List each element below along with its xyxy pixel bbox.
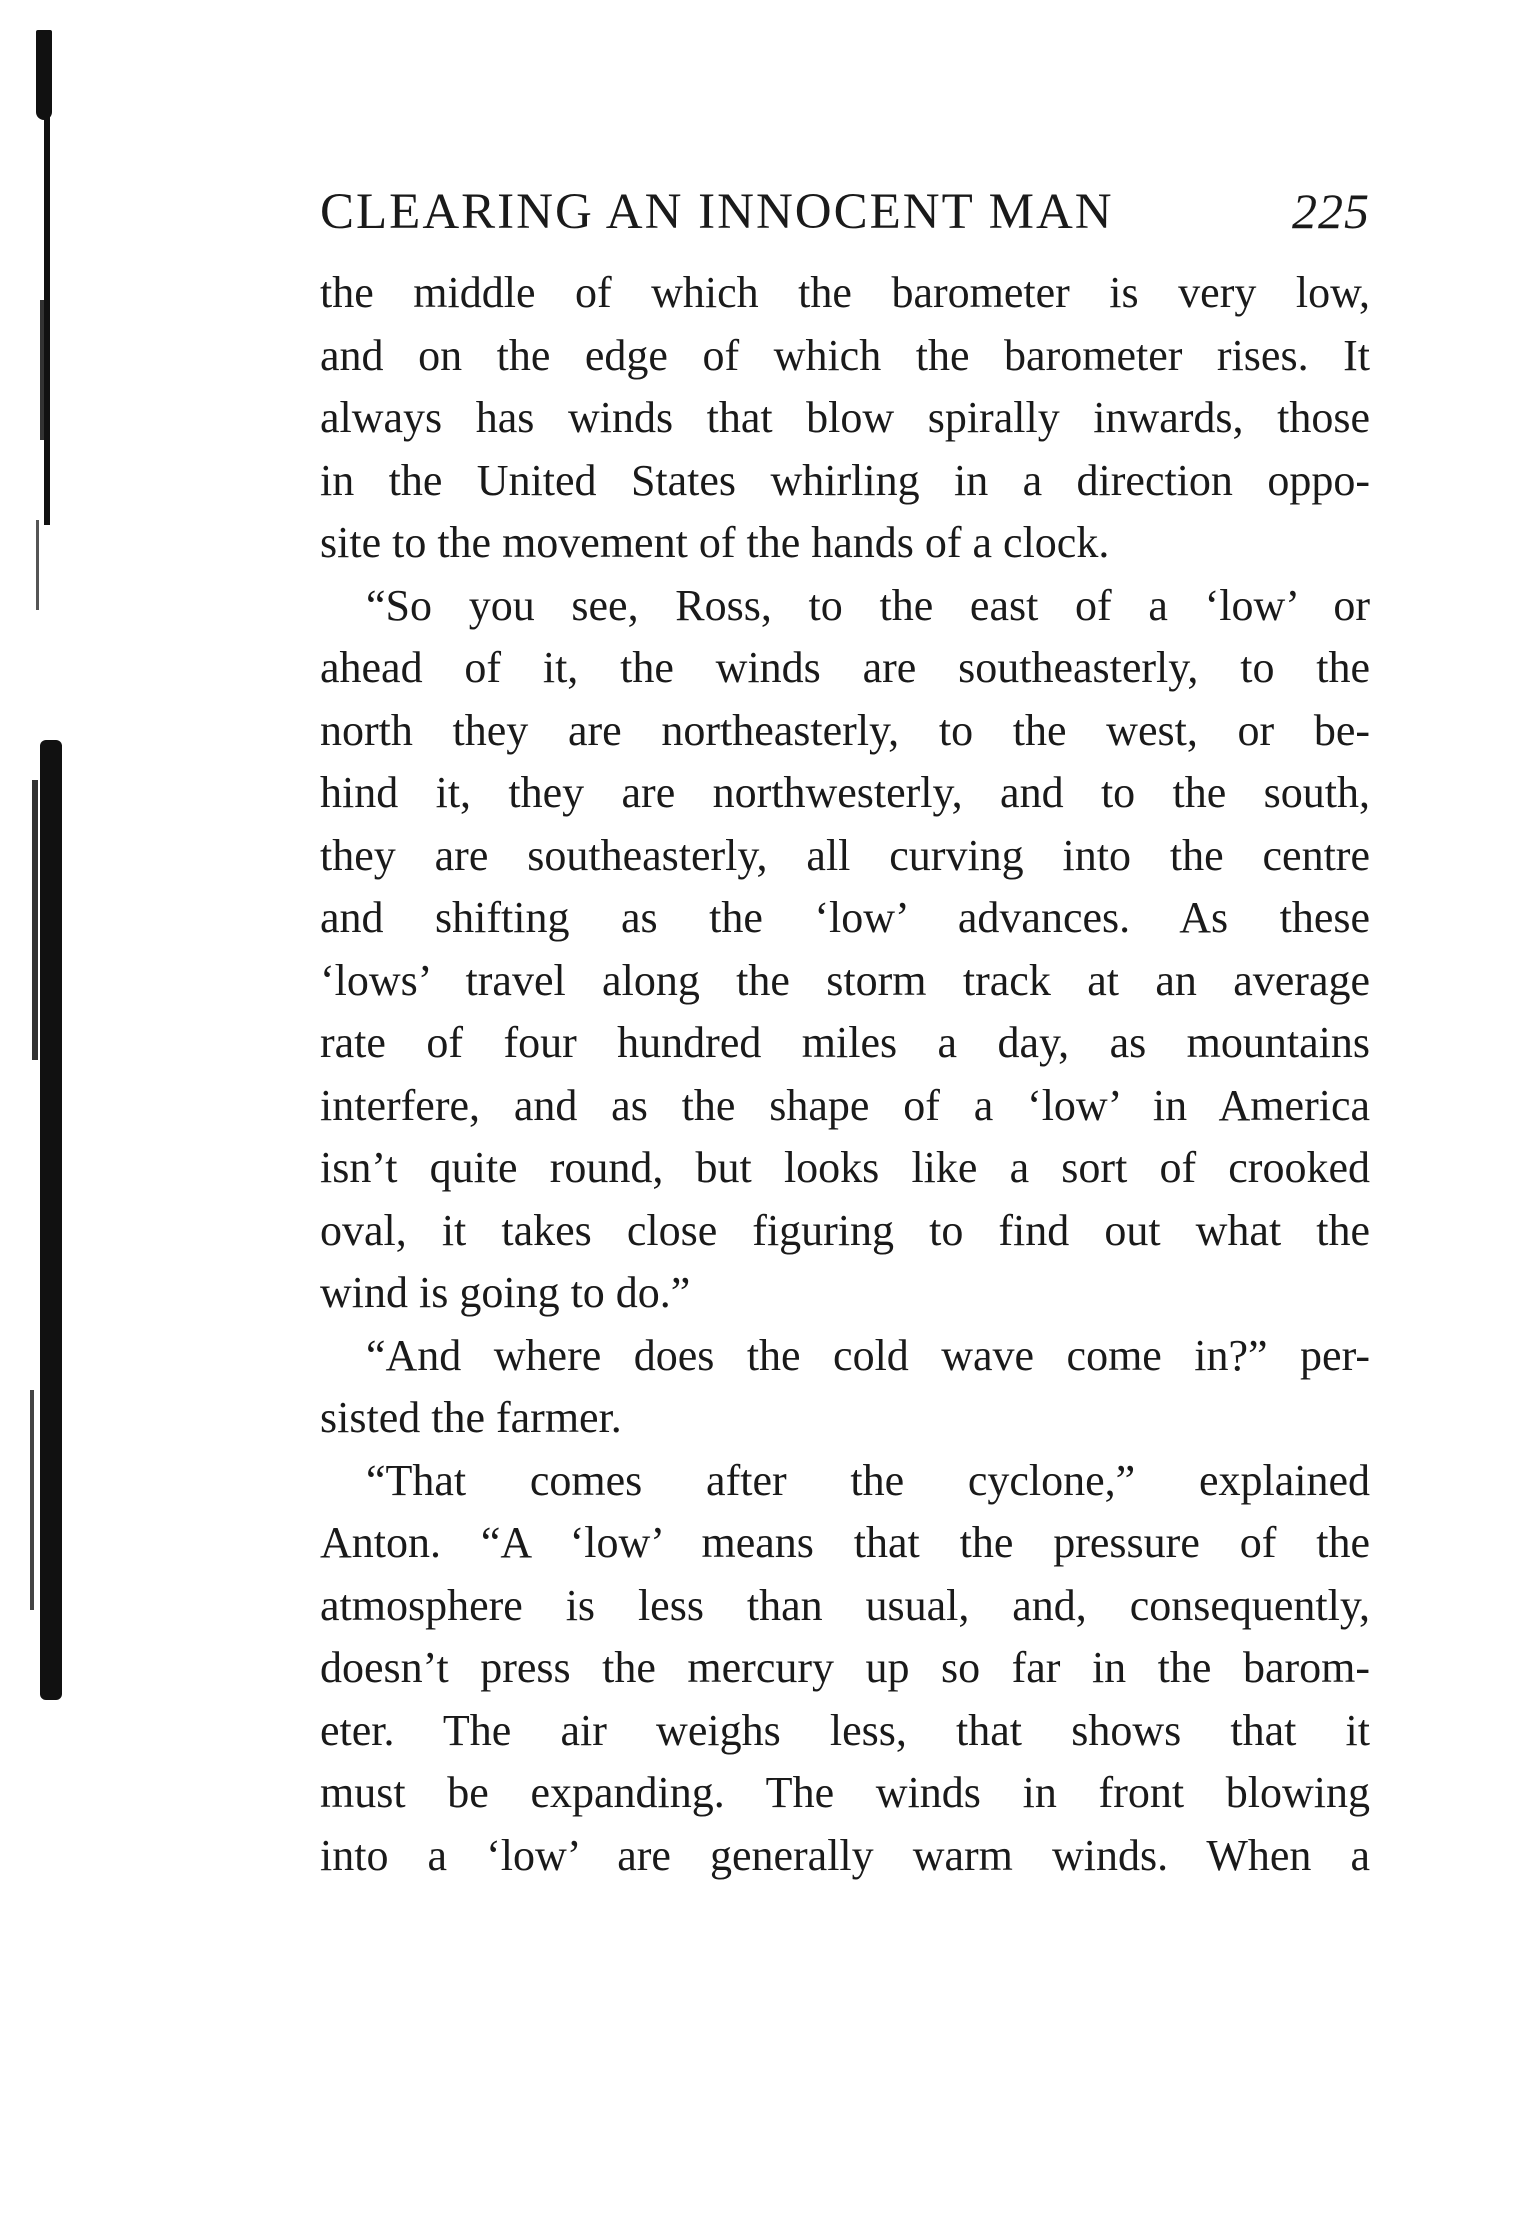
- running-head: [320, 182, 1370, 246]
- text-line: must be expanding. The winds in front blowing: [320, 1768, 1370, 1817]
- binding-shadow: [30, 1390, 34, 1610]
- binding-shadow: [40, 300, 44, 440]
- text-line: hind it, they are northwesterly, and to the south,: [320, 768, 1370, 817]
- page-number: 225: [1292, 183, 1370, 239]
- text-line: they are southeasterly, all curving into the centre: [320, 830, 1370, 880]
- text-line: into a ‘low’ are generally warm winds. When a: [320, 1830, 1370, 1880]
- text-line: isn’t quite round, but looks like a sort of crooked: [320, 1143, 1370, 1192]
- binding-shadow: [36, 30, 52, 120]
- chapter-title: CLEARING AN INNOCENT MAN: [320, 184, 1114, 240]
- text-line: sisted the farmer.: [320, 1393, 622, 1442]
- text-line: and on the edge of which the barometer rises. It: [320, 330, 1370, 380]
- text-line: in the United States whirling in a direction oppo-: [320, 455, 1370, 505]
- text-line: and shifting as the ‘low’ advances. As these: [320, 893, 1370, 942]
- binding-shadow: [44, 115, 50, 525]
- text-line: ‘lows’ travel along the storm track at an average: [320, 955, 1370, 1005]
- text-line: north they are northeasterly, to the west, or be-: [320, 705, 1370, 755]
- binding-shadow: [36, 520, 39, 610]
- text-line: “And where does the cold wave come in?” per-: [366, 1330, 1370, 1380]
- binding-shadow: [40, 740, 62, 1700]
- binding-shadow: [32, 780, 38, 1060]
- text-line: eter. The air weighs less, that shows that it: [320, 1705, 1370, 1755]
- text-line: atmosphere is less than usual, and, consequently,: [320, 1580, 1370, 1630]
- text-line: site to the movement of the hands of a clock.: [320, 518, 1110, 567]
- text-line: “That comes after the cyclone,” explained: [366, 1455, 1370, 1505]
- text-line: oval, it takes close figuring to find out what the: [320, 1205, 1370, 1255]
- text-line: rate of four hundred miles a day, as mountains: [320, 1018, 1370, 1067]
- text-line: interfere, and as the shape of a ‘low’ in America: [320, 1080, 1370, 1130]
- text-line: ahead of it, the winds are southeasterly, to the: [320, 643, 1370, 692]
- body-text: [320, 262, 1370, 1887]
- text-line: wind is going to do.”: [320, 1268, 691, 1317]
- text-line: Anton. “A ‘low’ means that the pressure of the: [320, 1518, 1370, 1567]
- text-line: always has winds that blow spirally inwards, those: [320, 393, 1370, 442]
- text-line: “So you see, Ross, to the east of a ‘low’ or: [366, 580, 1370, 630]
- text-line: the middle of which the barometer is very low,: [320, 268, 1370, 317]
- text-line: doesn’t press the mercury up so far in the barom-: [320, 1643, 1370, 1692]
